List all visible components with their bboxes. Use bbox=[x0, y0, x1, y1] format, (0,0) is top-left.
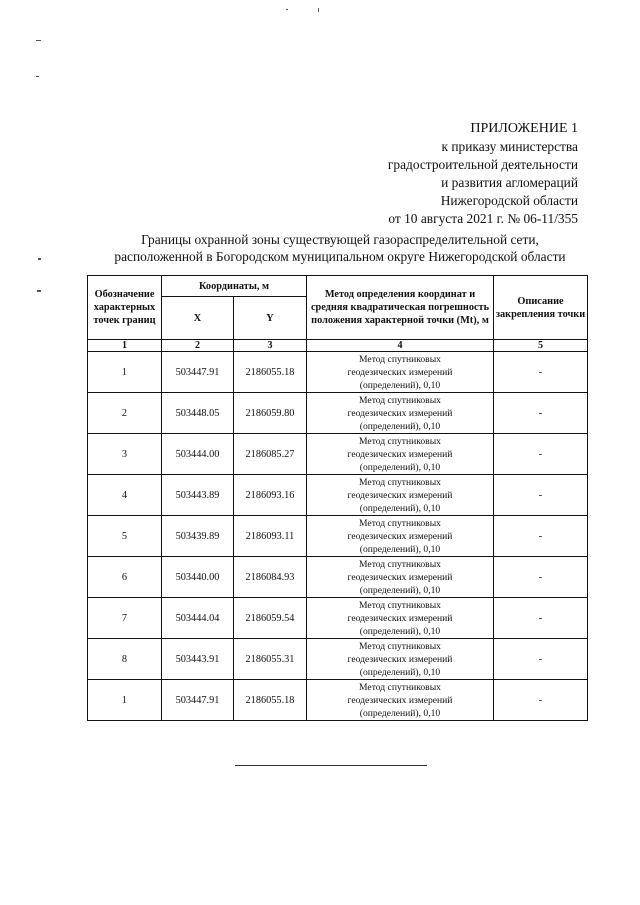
table-row bbox=[88, 475, 588, 516]
method-line: геодезических измерений bbox=[347, 366, 453, 378]
method-line: геодезических измерений bbox=[347, 694, 453, 706]
method-cell bbox=[307, 598, 494, 639]
header-coordinates: Координаты, м bbox=[162, 276, 307, 297]
method-cell bbox=[307, 639, 494, 680]
title-line: Границы охранной зоны существующей газораспределительной сети, bbox=[141, 232, 539, 247]
scan-speck bbox=[286, 9, 288, 10]
x-cell: 503444.04 bbox=[162, 598, 234, 639]
appendix-line: и развития агломераций bbox=[441, 175, 578, 190]
column-number: 4 bbox=[307, 340, 494, 352]
method-line: (определений), 0,10 bbox=[359, 625, 441, 637]
description-cell: - bbox=[494, 475, 588, 516]
y-cell: 2186093.16 bbox=[234, 475, 307, 516]
coordinates-table bbox=[87, 275, 588, 721]
table-row bbox=[88, 352, 588, 393]
x-cell: 503447.91 bbox=[162, 352, 234, 393]
point-cell: 8 bbox=[88, 639, 162, 680]
appendix-line: к приказу министерства bbox=[441, 139, 578, 154]
table-row bbox=[88, 516, 588, 557]
method-line: Метод спутниковых bbox=[359, 640, 441, 652]
method-line: Метод спутниковых bbox=[359, 517, 441, 529]
method-cell bbox=[307, 393, 494, 434]
header-x: X bbox=[162, 297, 234, 340]
header-description: Описание закрепления точки bbox=[494, 276, 588, 340]
scan-speck bbox=[318, 8, 319, 12]
method-line: Метод спутниковых bbox=[359, 394, 441, 406]
method-line: геодезических измерений bbox=[347, 530, 453, 542]
method-cell bbox=[307, 434, 494, 475]
method-line: (определений), 0,10 bbox=[359, 461, 441, 473]
y-cell: 2186059.54 bbox=[234, 598, 307, 639]
method-line: (определений), 0,10 bbox=[359, 543, 441, 555]
point-cell: 1 bbox=[88, 352, 162, 393]
table-row bbox=[88, 639, 588, 680]
table-body bbox=[88, 352, 588, 721]
x-cell: 503439.89 bbox=[162, 516, 234, 557]
y-cell: 2186055.31 bbox=[234, 639, 307, 680]
y-cell: 2186055.18 bbox=[234, 352, 307, 393]
table-row bbox=[88, 557, 588, 598]
method-line: геодезических измерений bbox=[347, 653, 453, 665]
table-row bbox=[88, 598, 588, 639]
document-title bbox=[70, 232, 610, 265]
y-cell: 2186059.80 bbox=[234, 393, 307, 434]
description-cell: - bbox=[494, 598, 588, 639]
method-line: Метод спутниковых bbox=[359, 435, 441, 447]
column-number: 1 bbox=[88, 340, 162, 352]
description-cell: - bbox=[494, 557, 588, 598]
y-cell: 2186085.27 bbox=[234, 434, 307, 475]
table-row bbox=[88, 680, 588, 721]
point-cell: 5 bbox=[88, 516, 162, 557]
point-cell: 2 bbox=[88, 393, 162, 434]
column-number: 3 bbox=[234, 340, 307, 352]
method-line: (определений), 0,10 bbox=[359, 707, 441, 719]
method-line: Метод спутниковых bbox=[359, 599, 441, 611]
x-cell: 503447.91 bbox=[162, 680, 234, 721]
x-cell: 503443.91 bbox=[162, 639, 234, 680]
method-line: (определений), 0,10 bbox=[359, 502, 441, 514]
point-cell: 3 bbox=[88, 434, 162, 475]
table-row bbox=[88, 393, 588, 434]
point-cell: 4 bbox=[88, 475, 162, 516]
header-y: Y bbox=[234, 297, 307, 340]
method-cell bbox=[307, 475, 494, 516]
point-cell: 1 bbox=[88, 680, 162, 721]
appendix-line: Нижегородской области bbox=[440, 193, 578, 208]
method-cell bbox=[307, 557, 494, 598]
scan-speck bbox=[38, 258, 41, 260]
appendix-heading: ПРИЛОЖЕНИЕ 1 bbox=[470, 121, 578, 136]
x-cell: 503448.05 bbox=[162, 393, 234, 434]
y-cell: 2186093.11 bbox=[234, 516, 307, 557]
appendix-line: от 10 августа 2021 г. № 06-11/355 bbox=[388, 211, 578, 226]
point-cell: 6 bbox=[88, 557, 162, 598]
end-divider bbox=[235, 765, 427, 766]
scan-speck bbox=[37, 290, 41, 292]
method-line: (определений), 0,10 bbox=[359, 379, 441, 391]
column-number: 5 bbox=[494, 340, 588, 352]
method-line: геодезических измерений bbox=[347, 448, 453, 460]
method-line: геодезических измерений bbox=[347, 407, 453, 419]
y-cell: 2186055.18 bbox=[234, 680, 307, 721]
title-line: расположенной в Богородском муниципальном округе Нижегородской области bbox=[114, 248, 566, 264]
method-line: Метод спутниковых bbox=[359, 476, 441, 488]
x-cell: 503440.00 bbox=[162, 557, 234, 598]
method-line: Метод спутниковых bbox=[359, 681, 441, 693]
scan-speck bbox=[36, 40, 41, 41]
method-cell bbox=[307, 516, 494, 557]
x-cell: 503443.89 bbox=[162, 475, 234, 516]
scan-speck bbox=[36, 76, 39, 77]
y-cell: 2186084.93 bbox=[234, 557, 307, 598]
method-line: геодезических измерений bbox=[347, 612, 453, 624]
description-cell: - bbox=[494, 516, 588, 557]
description-cell: - bbox=[494, 639, 588, 680]
appendix-line: градостроительной деятельности bbox=[387, 157, 578, 172]
column-number: 2 bbox=[162, 340, 234, 352]
point-cell: 7 bbox=[88, 598, 162, 639]
description-cell: - bbox=[494, 352, 588, 393]
method-line: (определений), 0,10 bbox=[359, 584, 441, 596]
method-line: Метод спутниковых bbox=[359, 353, 441, 365]
description-cell: - bbox=[494, 434, 588, 475]
table-row bbox=[88, 434, 588, 475]
method-line: (определений), 0,10 bbox=[359, 420, 441, 432]
x-cell: 503444.00 bbox=[162, 434, 234, 475]
method-line: (определений), 0,10 bbox=[359, 666, 441, 678]
method-line: геодезических измерений bbox=[347, 489, 453, 501]
method-line: геодезических измерений bbox=[347, 571, 453, 583]
description-cell: - bbox=[494, 393, 588, 434]
appendix-block bbox=[388, 120, 578, 228]
description-cell: - bbox=[494, 680, 588, 721]
header-method: Метод определения координат и средняя квадратическая погрешность положения характерной точки (Mt), м bbox=[307, 276, 494, 340]
header-point: Обозначение характерных точек границ bbox=[88, 276, 162, 340]
method-cell bbox=[307, 352, 494, 393]
method-line: Метод спутниковых bbox=[359, 558, 441, 570]
method-cell bbox=[307, 680, 494, 721]
